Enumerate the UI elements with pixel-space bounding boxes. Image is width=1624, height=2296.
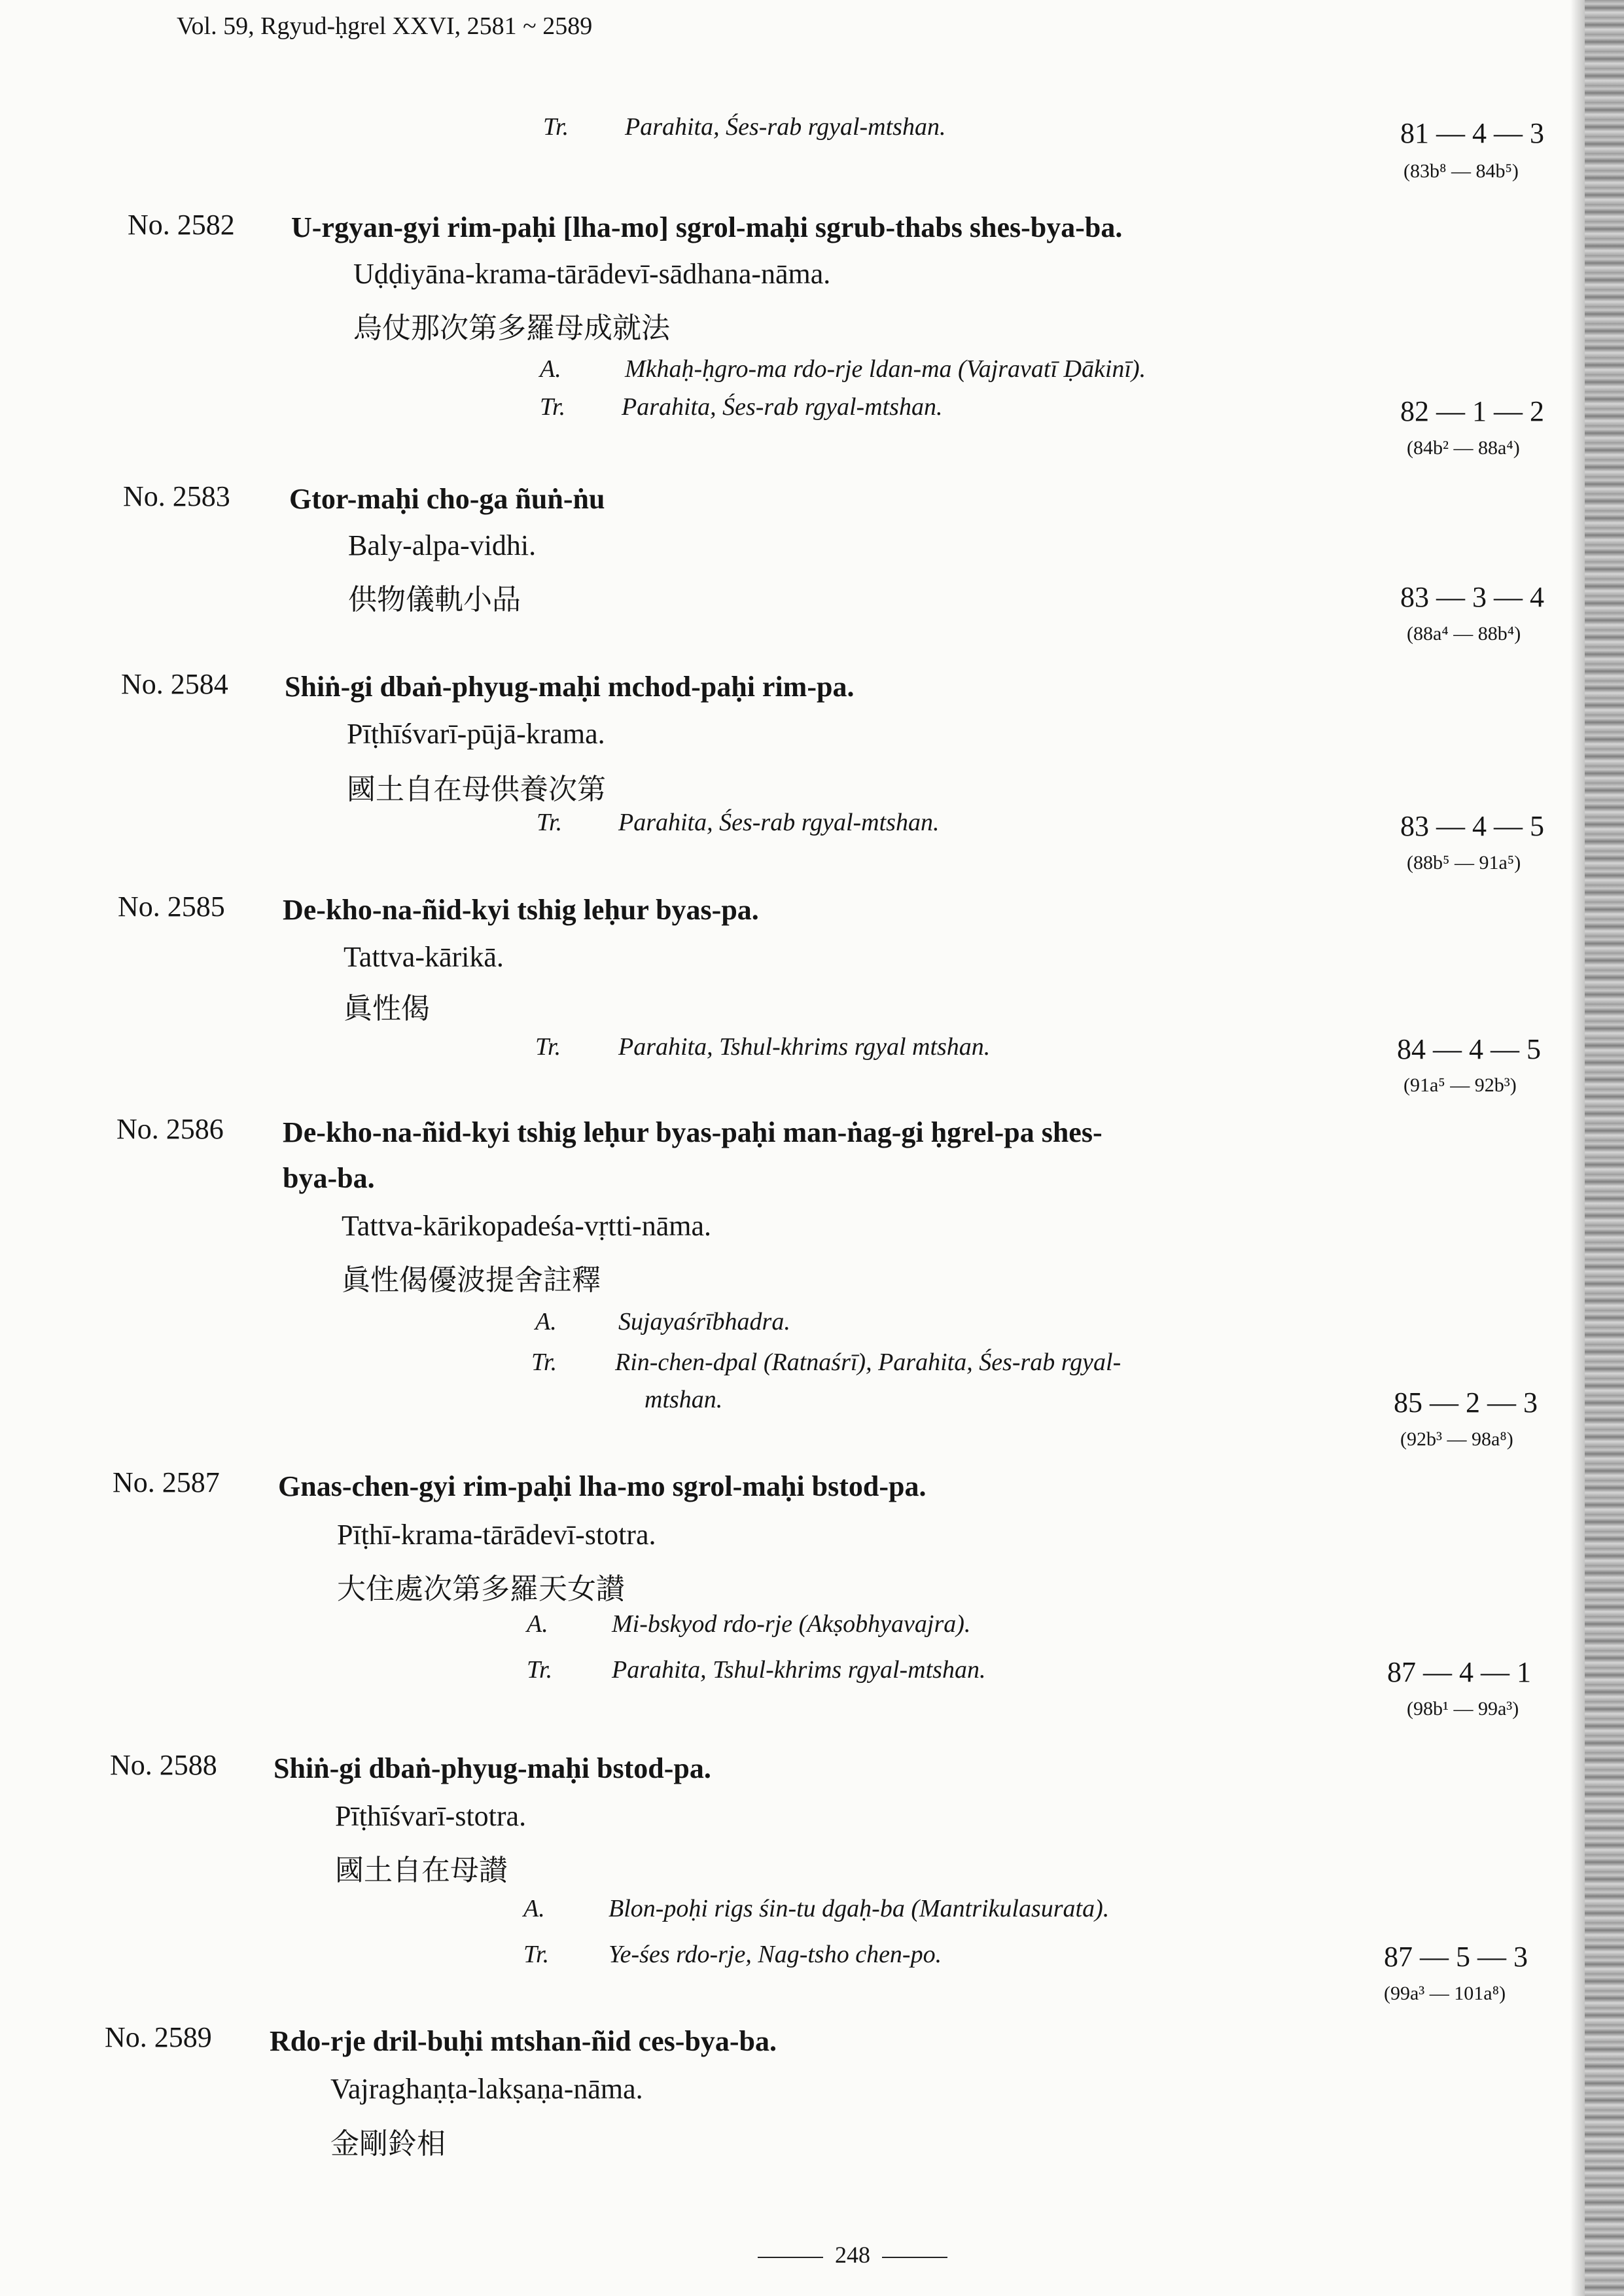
entry-translator-role: Tr. — [540, 393, 566, 421]
entry-sanskrit: Pīṭhī-krama-tārādevī-stotra. — [337, 1519, 656, 1551]
entry-chinese: 國土自在母讃 — [335, 1854, 508, 1887]
entry-title-continued: bya-ba. — [283, 1162, 375, 1194]
entry-folio: (91a⁵ — 92b³) — [1403, 1074, 1517, 1096]
entry-folio: (84b² — 88a⁴) — [1407, 437, 1520, 459]
entry-chinese: 金剛鈴相 — [330, 2127, 446, 2161]
entry-title: Shiṅ-gi dbaṅ-phyug-maḥi mchod-paḥi rim-pa. — [285, 671, 855, 703]
entry-folio: (99a³ — 101a⁸) — [1384, 1983, 1506, 2004]
page-number-text: 248 — [835, 2242, 870, 2268]
entry-sanskrit: Uḍḍiyāna-krama-tārādevī-sādhana-nāma. — [353, 258, 831, 290]
entry-number: No. 2582 — [128, 209, 235, 241]
entry-chinese: 眞性偈優波提舍註釋 — [342, 1263, 601, 1297]
entry-chinese: 供物儀軌小品 — [348, 583, 521, 616]
entry-title: Gtor-maḥi cho-ga ñuṅ-ṅu — [289, 483, 605, 515]
entry-sanskrit: Tattva-kārikā. — [344, 941, 504, 973]
entry-title: U-rgyan-gyi rim-paḥi [lha-mo] sgrol-maḥi sgrub-thabs shes-bya-ba. — [291, 211, 1123, 243]
entry-pages: 87 — 5 — 3 — [1384, 1941, 1528, 1973]
entry-chinese: 大住處次第多羅天女讃 — [337, 1572, 625, 1606]
entry-author-role: A. — [523, 1895, 545, 1922]
entry-folio: (98b¹ — 99a³) — [1407, 1698, 1519, 1720]
entry-translator-role: Tr. — [531, 1349, 557, 1376]
entry-author: Mi-bskyod rdo-rje (Akṣobhyavajra). — [612, 1610, 971, 1638]
entry-chinese: 國土自在母供養次第 — [347, 773, 606, 806]
entry-translator-role: Tr. — [535, 1033, 561, 1061]
entry-translator: Parahita, Tshul-khrims rgyal mtshan. — [618, 1033, 991, 1061]
entry-sanskrit: Pīṭhīśvarī-stotra. — [335, 1800, 527, 1832]
entry-translator-role: Tr. — [527, 1656, 553, 1684]
cont-tr-role: Tr. — [543, 113, 569, 141]
page-number-rule-left — [758, 2257, 823, 2258]
entry-author-role: A. — [540, 355, 561, 383]
entry-translator-role: Tr. — [537, 809, 563, 836]
entry-folio: (88b⁵ — 91a⁵) — [1407, 852, 1521, 874]
entry-folio: (88a⁴ — 88b⁴) — [1407, 623, 1521, 645]
page-edge-scan-artifact — [1585, 0, 1624, 2296]
entry-pages: 87 — 4 — 1 — [1387, 1656, 1531, 1688]
entry-sanskrit: Vajraghaṇṭa-lakṣaṇa-nāma. — [330, 2073, 643, 2105]
cont-pages: 81 — 4 — 3 — [1400, 117, 1544, 149]
page-edge-shadow — [1570, 0, 1585, 2296]
running-head: Vol. 59, Rgyud-ḥgrel XXVI, 2581 ~ 2589 — [177, 12, 593, 40]
entry-folio: (92b³ — 98a⁸) — [1400, 1428, 1513, 1450]
entry-chinese: 眞性偈 — [344, 992, 430, 1025]
entry-number: No. 2587 — [113, 1466, 220, 1498]
entry-number: No. 2588 — [110, 1749, 217, 1781]
entry-title: Rdo-rje dril-buḥi mtshan-ñid ces-bya-ba. — [270, 2025, 777, 2057]
cont-tr-value: Parahita, Śes-rab rgyal-mtshan. — [625, 113, 946, 141]
entry-author: Blon-poḥi rigs śin-tu dgaḥ-ba (Mantrikulasurata). — [609, 1895, 1110, 1922]
entry-translator: Parahita, Śes-rab rgyal-mtshan. — [622, 393, 943, 421]
entry-translator: Ye-śes rdo-rje, Nag-tsho chen-po. — [609, 1941, 942, 1968]
entry-number: No. 2586 — [116, 1113, 224, 1145]
page-number — [746, 2241, 959, 2269]
entry-pages: 84 — 4 — 5 — [1397, 1033, 1541, 1065]
entry-author-role: A. — [535, 1308, 557, 1335]
entry-author: Sujayaśrībhadra. — [618, 1308, 790, 1335]
entry-chinese: 烏仗那次第多羅母成就法 — [353, 311, 670, 345]
entry-pages: 85 — 2 — 3 — [1394, 1386, 1538, 1419]
entry-title: De-kho-na-ñid-kyi tshig leḥur byas-pa. — [283, 894, 759, 926]
entry-sanskrit: Pīṭhīśvarī-pūjā-krama. — [347, 718, 605, 750]
entry-number: No. 2585 — [118, 891, 225, 923]
entry-translator: Parahita, Tshul-khrims rgyal-mtshan. — [612, 1656, 986, 1684]
entry-author-role: A. — [527, 1610, 548, 1638]
entry-translator: Parahita, Śes-rab rgyal-mtshan. — [618, 809, 940, 836]
entry-number: No. 2589 — [105, 2021, 212, 2053]
entry-title: Gnas-chen-gyi rim-paḥi lha-mo sgrol-maḥi bstod-pa. — [278, 1470, 927, 1502]
entry-translator-continued: mtshan. — [644, 1386, 723, 1413]
entry-sanskrit: Baly-alpa-vidhi. — [348, 529, 537, 561]
entry-translator-role: Tr. — [523, 1941, 550, 1968]
entry-pages: 82 — 1 — 2 — [1400, 395, 1544, 427]
entry-translator: Rin-chen-dpal (Ratnaśrī), Parahita, Śes-rab rgyal- — [615, 1349, 1121, 1376]
entry-number: No. 2584 — [121, 668, 228, 700]
entry-pages: 83 — 3 — 4 — [1400, 581, 1544, 613]
entry-pages: 83 — 4 — 5 — [1400, 810, 1544, 842]
entry-title: Shiṅ-gi dbaṅ-phyug-maḥi bstod-pa. — [274, 1752, 711, 1784]
entry-sanskrit: Tattva-kārikopadeśa-vṛtti-nāma. — [342, 1210, 711, 1242]
entry-author: Mkhaḥ-ḥgro-ma rdo-rje ldan-ma (Vajravatī Ḍākinī). — [625, 355, 1146, 383]
cont-folio: (83b⁸ — 84b⁵) — [1403, 160, 1519, 182]
entry-number: No. 2583 — [123, 480, 230, 512]
page-number-rule-right — [882, 2257, 947, 2258]
entry-title: De-kho-na-ñid-kyi tshig leḥur byas-paḥi man-ṅag-gi ḥgrel-pa shes- — [283, 1116, 1103, 1148]
